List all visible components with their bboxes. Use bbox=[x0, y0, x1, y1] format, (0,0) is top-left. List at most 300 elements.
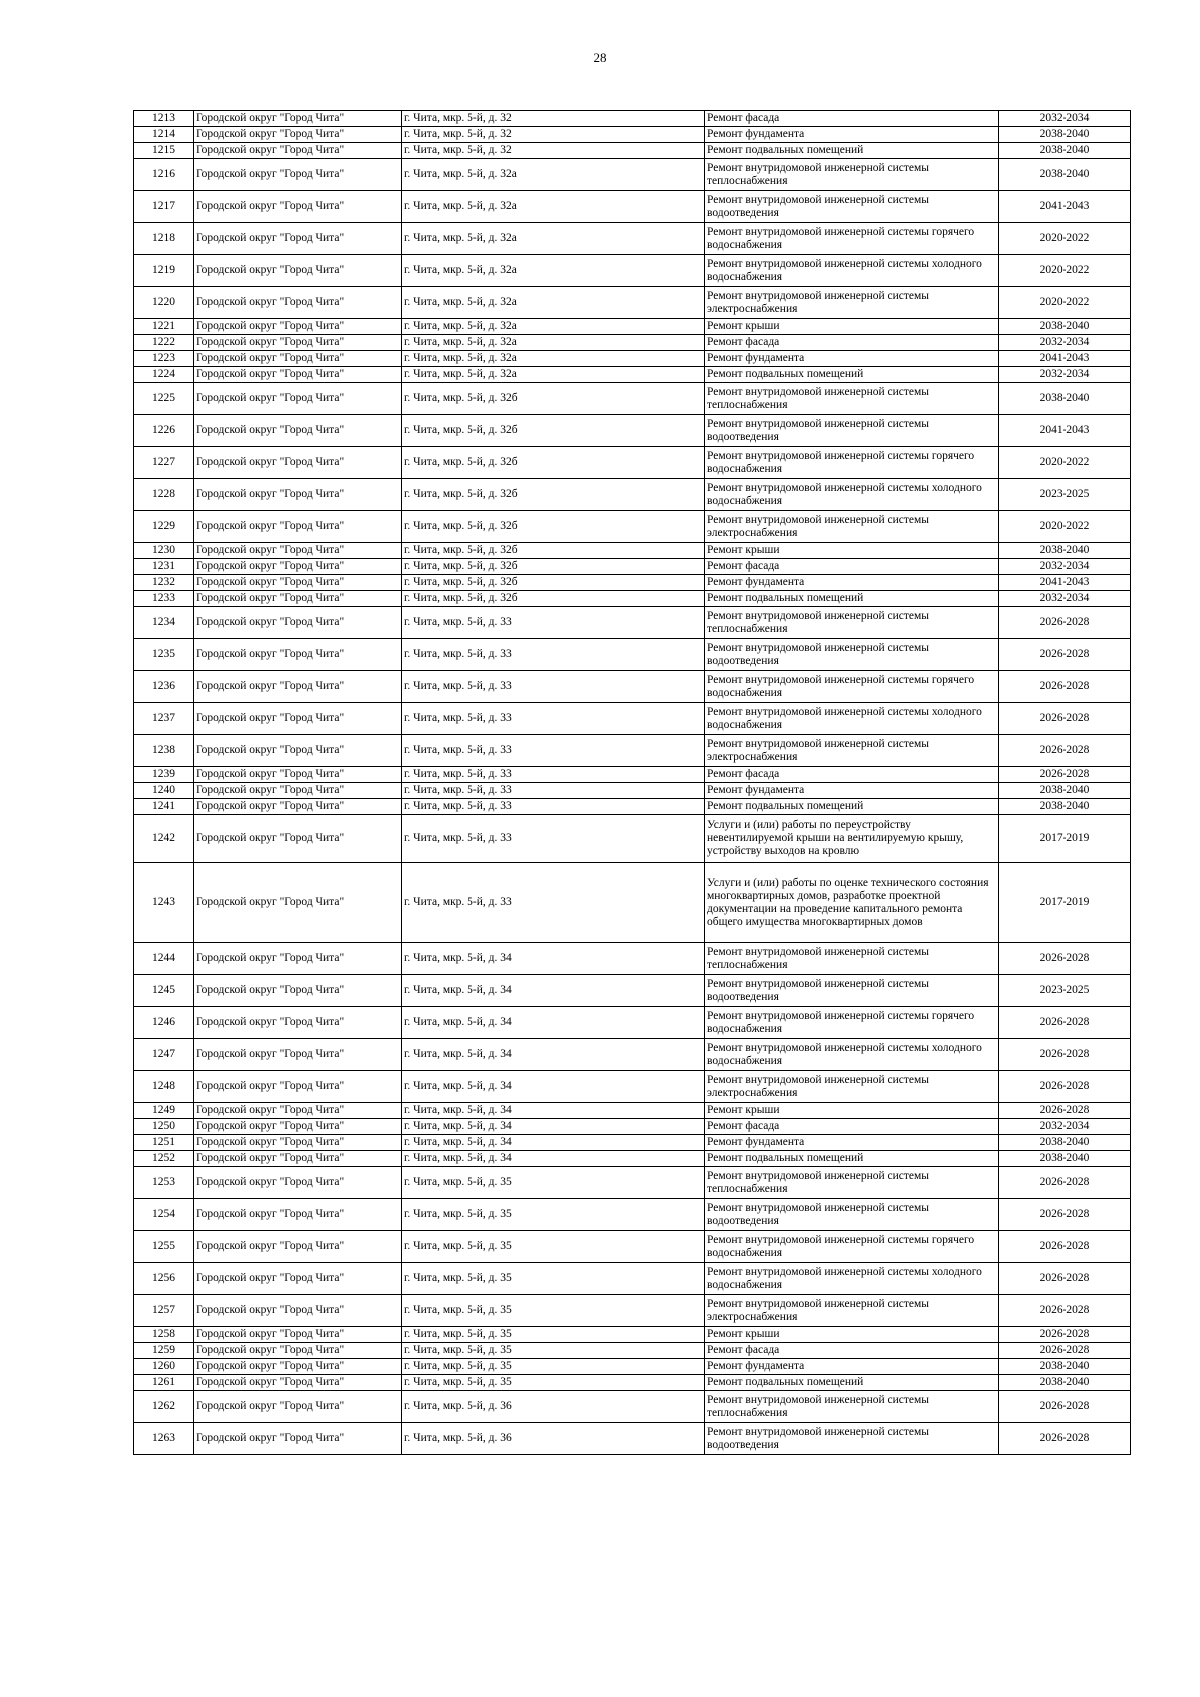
table-row bbox=[134, 511, 1131, 543]
address-cell: г. Чита, мкр. 5-й, д. 35 bbox=[402, 1231, 705, 1263]
row-number-cell: 1229 bbox=[134, 511, 194, 543]
work-type-cell: Ремонт фундамента bbox=[705, 127, 999, 143]
row-number-cell: 1241 bbox=[134, 799, 194, 815]
table-row bbox=[134, 1231, 1131, 1263]
work-type-cell: Ремонт внутридомовой инженерной системы теплоснабжения bbox=[705, 607, 999, 639]
period-cell: 2038-2040 bbox=[999, 319, 1131, 335]
row-number-cell: 1216 bbox=[134, 159, 194, 191]
row-number-cell: 1257 bbox=[134, 1295, 194, 1327]
period-cell: 2038-2040 bbox=[999, 783, 1131, 799]
row-number-cell: 1258 bbox=[134, 1327, 194, 1343]
table-row bbox=[134, 943, 1131, 975]
period-cell: 2020-2022 bbox=[999, 511, 1131, 543]
table-row bbox=[134, 543, 1131, 559]
row-number-cell: 1261 bbox=[134, 1375, 194, 1391]
municipality-cell: Городской округ "Город Чита" bbox=[194, 575, 402, 591]
work-type-cell: Ремонт внутридомовой инженерной системы горячего водоснабжения bbox=[705, 447, 999, 479]
municipality-cell: Городской округ "Город Чита" bbox=[194, 671, 402, 703]
period-cell: 2026-2028 bbox=[999, 671, 1131, 703]
municipality-cell: Городской округ "Город Чита" bbox=[194, 223, 402, 255]
work-type-cell: Ремонт фундамента bbox=[705, 783, 999, 799]
row-number-cell: 1225 bbox=[134, 383, 194, 415]
table-row bbox=[134, 863, 1131, 943]
work-type-cell: Ремонт внутридомовой инженерной системы теплоснабжения bbox=[705, 1167, 999, 1199]
municipality-cell: Городской округ "Город Чита" bbox=[194, 1231, 402, 1263]
municipality-cell: Городской округ "Город Чита" bbox=[194, 191, 402, 223]
table-row bbox=[134, 1359, 1131, 1375]
row-number-cell: 1259 bbox=[134, 1343, 194, 1359]
table-row bbox=[134, 111, 1131, 127]
row-number-cell: 1248 bbox=[134, 1071, 194, 1103]
work-type-cell: Ремонт подвальных помещений bbox=[705, 799, 999, 815]
work-type-cell: Ремонт крыши bbox=[705, 543, 999, 559]
table-row bbox=[134, 575, 1131, 591]
address-cell: г. Чита, мкр. 5-й, д. 33 bbox=[402, 863, 705, 943]
municipality-cell: Городской округ "Город Чита" bbox=[194, 543, 402, 559]
table-row bbox=[134, 383, 1131, 415]
work-type-cell: Ремонт внутридомовой инженерной системы холодного водоснабжения bbox=[705, 1039, 999, 1071]
period-cell: 2026-2028 bbox=[999, 1391, 1131, 1423]
row-number-cell: 1239 bbox=[134, 767, 194, 783]
row-number-cell: 1252 bbox=[134, 1151, 194, 1167]
table-row bbox=[134, 335, 1131, 351]
row-number-cell: 1260 bbox=[134, 1359, 194, 1375]
table-row bbox=[134, 415, 1131, 447]
municipality-cell: Городской округ "Город Чита" bbox=[194, 1359, 402, 1375]
municipality-cell: Городской округ "Город Чита" bbox=[194, 591, 402, 607]
row-number-cell: 1231 bbox=[134, 559, 194, 575]
address-cell: г. Чита, мкр. 5-й, д. 35 bbox=[402, 1375, 705, 1391]
table-row bbox=[134, 703, 1131, 735]
municipality-cell: Городской округ "Город Чита" bbox=[194, 367, 402, 383]
capital-repair-table bbox=[133, 110, 1131, 1455]
period-cell: 2026-2028 bbox=[999, 1263, 1131, 1295]
work-type-cell: Ремонт фасада bbox=[705, 1343, 999, 1359]
table-row bbox=[134, 735, 1131, 767]
municipality-cell: Городской округ "Город Чита" bbox=[194, 479, 402, 511]
work-type-cell: Ремонт фундамента bbox=[705, 351, 999, 367]
work-type-cell: Ремонт внутридомовой инженерной системы водоотведения bbox=[705, 1199, 999, 1231]
period-cell: 2026-2028 bbox=[999, 607, 1131, 639]
table-row bbox=[134, 1423, 1131, 1455]
municipality-cell: Городской округ "Город Чита" bbox=[194, 703, 402, 735]
period-cell: 2026-2028 bbox=[999, 1039, 1131, 1071]
address-cell: г. Чита, мкр. 5-й, д. 32а bbox=[402, 287, 705, 319]
address-cell: г. Чита, мкр. 5-й, д. 32б bbox=[402, 383, 705, 415]
table-row bbox=[134, 1391, 1131, 1423]
row-number-cell: 1244 bbox=[134, 943, 194, 975]
table-row bbox=[134, 1119, 1131, 1135]
row-number-cell: 1215 bbox=[134, 143, 194, 159]
row-number-cell: 1247 bbox=[134, 1039, 194, 1071]
municipality-cell: Городской округ "Город Чита" bbox=[194, 1327, 402, 1343]
work-type-cell: Ремонт внутридомовой инженерной системы горячего водоснабжения bbox=[705, 671, 999, 703]
municipality-cell: Городской округ "Город Чита" bbox=[194, 863, 402, 943]
address-cell: г. Чита, мкр. 5-й, д. 32б bbox=[402, 447, 705, 479]
municipality-cell: Городской округ "Город Чита" bbox=[194, 1151, 402, 1167]
address-cell: г. Чита, мкр. 5-й, д. 34 bbox=[402, 1135, 705, 1151]
work-type-cell: Ремонт внутридомовой инженерной системы теплоснабжения bbox=[705, 159, 999, 191]
table-row bbox=[134, 255, 1131, 287]
work-type-cell: Ремонт крыши bbox=[705, 1103, 999, 1119]
address-cell: г. Чита, мкр. 5-й, д. 32б bbox=[402, 415, 705, 447]
row-number-cell: 1237 bbox=[134, 703, 194, 735]
row-number-cell: 1262 bbox=[134, 1391, 194, 1423]
period-cell: 2032-2034 bbox=[999, 1119, 1131, 1135]
work-type-cell: Ремонт внутридомовой инженерной системы электроснабжения bbox=[705, 511, 999, 543]
row-number-cell: 1253 bbox=[134, 1167, 194, 1199]
table-row bbox=[134, 1263, 1131, 1295]
address-cell: г. Чита, мкр. 5-й, д. 33 bbox=[402, 767, 705, 783]
row-number-cell: 1222 bbox=[134, 335, 194, 351]
work-type-cell: Ремонт внутридомовой инженерной системы теплоснабжения bbox=[705, 1391, 999, 1423]
row-number-cell: 1214 bbox=[134, 127, 194, 143]
period-cell: 2026-2028 bbox=[999, 1167, 1131, 1199]
municipality-cell: Городской округ "Город Чита" bbox=[194, 639, 402, 671]
municipality-cell: Городской округ "Город Чита" bbox=[194, 143, 402, 159]
period-cell: 2038-2040 bbox=[999, 1135, 1131, 1151]
address-cell: г. Чита, мкр. 5-й, д. 32б bbox=[402, 511, 705, 543]
address-cell: г. Чита, мкр. 5-й, д. 33 bbox=[402, 815, 705, 863]
municipality-cell: Городской округ "Город Чита" bbox=[194, 111, 402, 127]
municipality-cell: Городской округ "Город Чита" bbox=[194, 127, 402, 143]
work-type-cell: Ремонт крыши bbox=[705, 1327, 999, 1343]
work-type-cell: Ремонт подвальных помещений bbox=[705, 367, 999, 383]
municipality-cell: Городской округ "Город Чита" bbox=[194, 1039, 402, 1071]
period-cell: 2032-2034 bbox=[999, 559, 1131, 575]
table-row bbox=[134, 1135, 1131, 1151]
table-row bbox=[134, 1199, 1131, 1231]
municipality-cell: Городской округ "Город Чита" bbox=[194, 799, 402, 815]
row-number-cell: 1220 bbox=[134, 287, 194, 319]
municipality-cell: Городской округ "Город Чита" bbox=[194, 159, 402, 191]
address-cell: г. Чита, мкр. 5-й, д. 35 bbox=[402, 1263, 705, 1295]
table-row bbox=[134, 1151, 1131, 1167]
row-number-cell: 1219 bbox=[134, 255, 194, 287]
work-type-cell: Ремонт подвальных помещений bbox=[705, 1151, 999, 1167]
address-cell: г. Чита, мкр. 5-й, д. 33 bbox=[402, 639, 705, 671]
work-type-cell: Ремонт фасада bbox=[705, 335, 999, 351]
period-cell: 2026-2028 bbox=[999, 639, 1131, 671]
work-type-cell: Ремонт внутридомовой инженерной системы холодного водоснабжения bbox=[705, 255, 999, 287]
work-type-cell: Ремонт фундамента bbox=[705, 1359, 999, 1375]
period-cell: 2026-2028 bbox=[999, 1295, 1131, 1327]
row-number-cell: 1246 bbox=[134, 1007, 194, 1039]
address-cell: г. Чита, мкр. 5-й, д. 33 bbox=[402, 783, 705, 799]
municipality-cell: Городской округ "Город Чита" bbox=[194, 415, 402, 447]
table-row bbox=[134, 671, 1131, 703]
municipality-cell: Городской округ "Город Чита" bbox=[194, 383, 402, 415]
address-cell: г. Чита, мкр. 5-й, д. 32 bbox=[402, 111, 705, 127]
table-row bbox=[134, 159, 1131, 191]
period-cell: 2026-2028 bbox=[999, 943, 1131, 975]
address-cell: г. Чита, мкр. 5-й, д. 35 bbox=[402, 1359, 705, 1375]
row-number-cell: 1226 bbox=[134, 415, 194, 447]
address-cell: г. Чита, мкр. 5-й, д. 34 bbox=[402, 1007, 705, 1039]
municipality-cell: Городской округ "Город Чита" bbox=[194, 1199, 402, 1231]
work-type-cell: Ремонт фасада bbox=[705, 1119, 999, 1135]
row-number-cell: 1249 bbox=[134, 1103, 194, 1119]
address-cell: г. Чита, мкр. 5-й, д. 35 bbox=[402, 1295, 705, 1327]
address-cell: г. Чита, мкр. 5-й, д. 32а bbox=[402, 351, 705, 367]
municipality-cell: Городской округ "Город Чита" bbox=[194, 1343, 402, 1359]
work-type-cell: Ремонт внутридомовой инженерной системы водоотведения bbox=[705, 639, 999, 671]
row-number-cell: 1245 bbox=[134, 975, 194, 1007]
municipality-cell: Городской округ "Город Чита" bbox=[194, 1423, 402, 1455]
row-number-cell: 1227 bbox=[134, 447, 194, 479]
row-number-cell: 1233 bbox=[134, 591, 194, 607]
period-cell: 2041-2043 bbox=[999, 575, 1131, 591]
work-type-cell: Услуги и (или) работы по переустройству невентилируемой крыши на вентилируемую крышу, устройству выходов на кровлю bbox=[705, 815, 999, 863]
work-type-cell: Ремонт подвальных помещений bbox=[705, 591, 999, 607]
row-number-cell: 1213 bbox=[134, 111, 194, 127]
period-cell: 2041-2043 bbox=[999, 351, 1131, 367]
period-cell: 2026-2028 bbox=[999, 703, 1131, 735]
municipality-cell: Городской округ "Город Чита" bbox=[194, 319, 402, 335]
period-cell: 2026-2028 bbox=[999, 1199, 1131, 1231]
address-cell: г. Чита, мкр. 5-й, д. 32а bbox=[402, 191, 705, 223]
work-type-cell: Ремонт внутридомовой инженерной системы водоотведения bbox=[705, 975, 999, 1007]
work-type-cell: Ремонт внутридомовой инженерной системы холодного водоснабжения bbox=[705, 1263, 999, 1295]
period-cell: 2026-2028 bbox=[999, 1327, 1131, 1343]
period-cell: 2032-2034 bbox=[999, 591, 1131, 607]
table-row bbox=[134, 559, 1131, 575]
period-cell: 2026-2028 bbox=[999, 1343, 1131, 1359]
row-number-cell: 1232 bbox=[134, 575, 194, 591]
period-cell: 2026-2028 bbox=[999, 1071, 1131, 1103]
table-row bbox=[134, 351, 1131, 367]
address-cell: г. Чита, мкр. 5-й, д. 34 bbox=[402, 1119, 705, 1135]
address-cell: г. Чита, мкр. 5-й, д. 32а bbox=[402, 255, 705, 287]
period-cell: 2038-2040 bbox=[999, 127, 1131, 143]
work-type-cell: Ремонт внутридомовой инженерной системы холодного водоснабжения bbox=[705, 703, 999, 735]
address-cell: г. Чита, мкр. 5-й, д. 36 bbox=[402, 1423, 705, 1455]
period-cell: 2038-2040 bbox=[999, 159, 1131, 191]
table-row bbox=[134, 1343, 1131, 1359]
period-cell: 2026-2028 bbox=[999, 1103, 1131, 1119]
table-row bbox=[134, 143, 1131, 159]
table-row bbox=[134, 639, 1131, 671]
address-cell: г. Чита, мкр. 5-й, д. 32б bbox=[402, 543, 705, 559]
period-cell: 2017-2019 bbox=[999, 815, 1131, 863]
table-body bbox=[134, 111, 1131, 1455]
municipality-cell: Городской округ "Город Чита" bbox=[194, 511, 402, 543]
address-cell: г. Чита, мкр. 5-й, д. 34 bbox=[402, 1039, 705, 1071]
period-cell: 2023-2025 bbox=[999, 479, 1131, 511]
municipality-cell: Городской округ "Город Чита" bbox=[194, 1103, 402, 1119]
table-row bbox=[134, 975, 1131, 1007]
municipality-cell: Городской округ "Город Чита" bbox=[194, 559, 402, 575]
table-row bbox=[134, 1007, 1131, 1039]
row-number-cell: 1234 bbox=[134, 607, 194, 639]
table-row bbox=[134, 767, 1131, 783]
row-number-cell: 1243 bbox=[134, 863, 194, 943]
period-cell: 2026-2028 bbox=[999, 1231, 1131, 1263]
municipality-cell: Городской округ "Город Чита" bbox=[194, 943, 402, 975]
table-row bbox=[134, 1375, 1131, 1391]
row-number-cell: 1228 bbox=[134, 479, 194, 511]
municipality-cell: Городской округ "Город Чита" bbox=[194, 975, 402, 1007]
table-row bbox=[134, 783, 1131, 799]
municipality-cell: Городской округ "Город Чита" bbox=[194, 447, 402, 479]
period-cell: 2038-2040 bbox=[999, 383, 1131, 415]
work-type-cell: Ремонт внутридомовой инженерной системы водоотведения bbox=[705, 1423, 999, 1455]
work-type-cell: Ремонт внутридомовой инженерной системы горячего водоснабжения bbox=[705, 1231, 999, 1263]
table-row bbox=[134, 447, 1131, 479]
table-row bbox=[134, 815, 1131, 863]
municipality-cell: Городской округ "Город Чита" bbox=[194, 607, 402, 639]
address-cell: г. Чита, мкр. 5-й, д. 34 bbox=[402, 1103, 705, 1119]
row-number-cell: 1256 bbox=[134, 1263, 194, 1295]
work-type-cell: Ремонт внутридомовой инженерной системы электроснабжения bbox=[705, 1295, 999, 1327]
work-type-cell: Ремонт внутридомовой инженерной системы электроснабжения bbox=[705, 1071, 999, 1103]
table-row bbox=[134, 191, 1131, 223]
work-type-cell: Ремонт внутридомовой инженерной системы теплоснабжения bbox=[705, 383, 999, 415]
address-cell: г. Чита, мкр. 5-й, д. 32а bbox=[402, 223, 705, 255]
work-type-cell: Ремонт подвальных помещений bbox=[705, 143, 999, 159]
work-type-cell: Ремонт фасада bbox=[705, 111, 999, 127]
row-number-cell: 1238 bbox=[134, 735, 194, 767]
address-cell: г. Чита, мкр. 5-й, д. 35 bbox=[402, 1327, 705, 1343]
period-cell: 2041-2043 bbox=[999, 191, 1131, 223]
municipality-cell: Городской округ "Город Чита" bbox=[194, 1263, 402, 1295]
address-cell: г. Чита, мкр. 5-й, д. 33 bbox=[402, 607, 705, 639]
municipality-cell: Городской округ "Город Чита" bbox=[194, 351, 402, 367]
address-cell: г. Чита, мкр. 5-й, д. 32 bbox=[402, 127, 705, 143]
period-cell: 2032-2034 bbox=[999, 111, 1131, 127]
row-number-cell: 1224 bbox=[134, 367, 194, 383]
municipality-cell: Городской округ "Город Чита" bbox=[194, 735, 402, 767]
address-cell: г. Чита, мкр. 5-й, д. 36 bbox=[402, 1391, 705, 1423]
table-row bbox=[134, 607, 1131, 639]
municipality-cell: Городской округ "Город Чита" bbox=[194, 1167, 402, 1199]
period-cell: 2038-2040 bbox=[999, 1375, 1131, 1391]
period-cell: 2026-2028 bbox=[999, 1423, 1131, 1455]
period-cell: 2023-2025 bbox=[999, 975, 1131, 1007]
address-cell: г. Чита, мкр. 5-й, д. 35 bbox=[402, 1167, 705, 1199]
period-cell: 2038-2040 bbox=[999, 143, 1131, 159]
municipality-cell: Городской округ "Город Чита" bbox=[194, 1295, 402, 1327]
row-number-cell: 1263 bbox=[134, 1423, 194, 1455]
address-cell: г. Чита, мкр. 5-й, д. 34 bbox=[402, 975, 705, 1007]
row-number-cell: 1236 bbox=[134, 671, 194, 703]
address-cell: г. Чита, мкр. 5-й, д. 32б bbox=[402, 559, 705, 575]
address-cell: г. Чита, мкр. 5-й, д. 32б bbox=[402, 479, 705, 511]
row-number-cell: 1235 bbox=[134, 639, 194, 671]
row-number-cell: 1218 bbox=[134, 223, 194, 255]
row-number-cell: 1217 bbox=[134, 191, 194, 223]
row-number-cell: 1221 bbox=[134, 319, 194, 335]
municipality-cell: Городской округ "Город Чита" bbox=[194, 335, 402, 351]
address-cell: г. Чита, мкр. 5-й, д. 34 bbox=[402, 1071, 705, 1103]
municipality-cell: Городской округ "Город Чита" bbox=[194, 1391, 402, 1423]
table-row bbox=[134, 1071, 1131, 1103]
address-cell: г. Чита, мкр. 5-й, д. 33 bbox=[402, 799, 705, 815]
table-row bbox=[134, 799, 1131, 815]
table-row bbox=[134, 367, 1131, 383]
row-number-cell: 1254 bbox=[134, 1199, 194, 1231]
municipality-cell: Городской округ "Город Чита" bbox=[194, 1119, 402, 1135]
period-cell: 2038-2040 bbox=[999, 543, 1131, 559]
period-cell: 2017-2019 bbox=[999, 863, 1131, 943]
period-cell: 2032-2034 bbox=[999, 335, 1131, 351]
page-number: 28 bbox=[593, 50, 607, 65]
work-type-cell: Ремонт внутридомовой инженерной системы водоотведения bbox=[705, 415, 999, 447]
table-row bbox=[134, 127, 1131, 143]
municipality-cell: Городской округ "Город Чита" bbox=[194, 815, 402, 863]
municipality-cell: Городской округ "Город Чита" bbox=[194, 783, 402, 799]
work-type-cell: Услуги и (или) работы по оценке технического состояния многоквартирных домов, разработке проектной документации на проведение капитального ремонта общего имущества многоквартирных домов bbox=[705, 863, 999, 943]
address-cell: г. Чита, мкр. 5-й, д. 32 bbox=[402, 143, 705, 159]
table-row bbox=[134, 319, 1131, 335]
work-type-cell: Ремонт внутридомовой инженерной системы электроснабжения bbox=[705, 735, 999, 767]
work-type-cell: Ремонт фасада bbox=[705, 767, 999, 783]
row-number-cell: 1250 bbox=[134, 1119, 194, 1135]
municipality-cell: Городской округ "Город Чита" bbox=[194, 255, 402, 287]
address-cell: г. Чита, мкр. 5-й, д. 33 bbox=[402, 703, 705, 735]
municipality-cell: Городской округ "Город Чита" bbox=[194, 1135, 402, 1151]
table-row bbox=[134, 1295, 1131, 1327]
municipality-cell: Городской округ "Город Чита" bbox=[194, 767, 402, 783]
address-cell: г. Чита, мкр. 5-й, д. 32а bbox=[402, 159, 705, 191]
period-cell: 2038-2040 bbox=[999, 1151, 1131, 1167]
work-type-cell: Ремонт внутридомовой инженерной системы водоотведения bbox=[705, 191, 999, 223]
row-number-cell: 1251 bbox=[134, 1135, 194, 1151]
table-row bbox=[134, 1103, 1131, 1119]
work-type-cell: Ремонт подвальных помещений bbox=[705, 1375, 999, 1391]
address-cell: г. Чита, мкр. 5-й, д. 32б bbox=[402, 575, 705, 591]
municipality-cell: Городской округ "Город Чита" bbox=[194, 1071, 402, 1103]
work-type-cell: Ремонт внутридомовой инженерной системы горячего водоснабжения bbox=[705, 223, 999, 255]
municipality-cell: Городской округ "Город Чита" bbox=[194, 1375, 402, 1391]
work-type-cell: Ремонт внутридомовой инженерной системы теплоснабжения bbox=[705, 943, 999, 975]
work-type-cell: Ремонт фундамента bbox=[705, 575, 999, 591]
address-cell: г. Чита, мкр. 5-й, д. 32а bbox=[402, 335, 705, 351]
period-cell: 2020-2022 bbox=[999, 447, 1131, 479]
address-cell: г. Чита, мкр. 5-й, д. 35 bbox=[402, 1343, 705, 1359]
row-number-cell: 1255 bbox=[134, 1231, 194, 1263]
work-type-cell: Ремонт внутридомовой инженерной системы холодного водоснабжения bbox=[705, 479, 999, 511]
work-type-cell: Ремонт крыши bbox=[705, 319, 999, 335]
work-type-cell: Ремонт внутридомовой инженерной системы электроснабжения bbox=[705, 287, 999, 319]
municipality-cell: Городской округ "Город Чита" bbox=[194, 287, 402, 319]
period-cell: 2041-2043 bbox=[999, 415, 1131, 447]
address-cell: г. Чита, мкр. 5-й, д. 33 bbox=[402, 735, 705, 767]
period-cell: 2032-2034 bbox=[999, 367, 1131, 383]
work-type-cell: Ремонт фундамента bbox=[705, 1135, 999, 1151]
table-row bbox=[134, 223, 1131, 255]
work-type-cell: Ремонт внутридомовой инженерной системы горячего водоснабжения bbox=[705, 1007, 999, 1039]
period-cell: 2026-2028 bbox=[999, 767, 1131, 783]
period-cell: 2038-2040 bbox=[999, 799, 1131, 815]
period-cell: 2026-2028 bbox=[999, 1007, 1131, 1039]
period-cell: 2026-2028 bbox=[999, 735, 1131, 767]
row-number-cell: 1242 bbox=[134, 815, 194, 863]
period-cell: 2020-2022 bbox=[999, 287, 1131, 319]
municipality-cell: Городской округ "Город Чита" bbox=[194, 1007, 402, 1039]
table-row bbox=[134, 1167, 1131, 1199]
address-cell: г. Чита, мкр. 5-й, д. 34 bbox=[402, 1151, 705, 1167]
table-row bbox=[134, 1327, 1131, 1343]
period-cell: 2038-2040 bbox=[999, 1359, 1131, 1375]
table-row bbox=[134, 479, 1131, 511]
row-number-cell: 1240 bbox=[134, 783, 194, 799]
row-number-cell: 1230 bbox=[134, 543, 194, 559]
row-number-cell: 1223 bbox=[134, 351, 194, 367]
table-row bbox=[134, 591, 1131, 607]
address-cell: г. Чита, мкр. 5-й, д. 32а bbox=[402, 367, 705, 383]
address-cell: г. Чита, мкр. 5-й, д. 32б bbox=[402, 591, 705, 607]
